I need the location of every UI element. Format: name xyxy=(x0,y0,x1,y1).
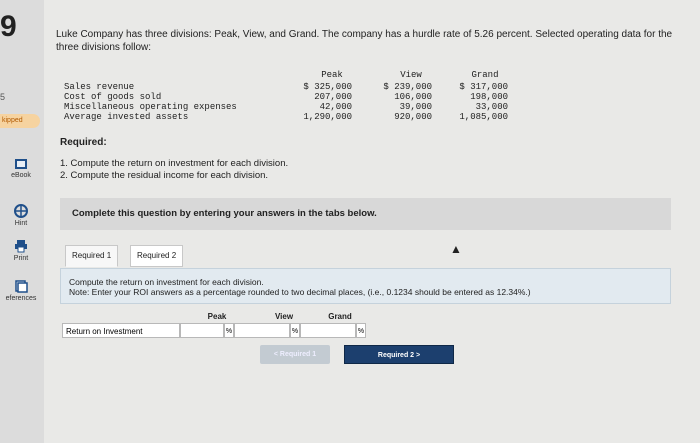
roi-row-label: Return on Investment xyxy=(62,323,180,338)
problem-intro: Luke Company has three divisions: Peak, View, and Grand. The company has a hurdle rate of 5.26 percent. Selected operating data for the three divisions follow: xyxy=(56,29,673,53)
list-item: 2. Compute the residual income for each division. xyxy=(60,170,269,181)
table-cell: 207,000 xyxy=(314,92,352,102)
answer-note: Note: Enter your ROI answers as a percentage rounded to two decimal places, (i.e., 0.1234 should be entered as 12.34%.) xyxy=(69,287,531,297)
hint-tool[interactable] xyxy=(0,204,42,227)
view-roi-input[interactable] xyxy=(234,323,290,338)
table-cell: 33,000 xyxy=(475,102,508,112)
book-icon xyxy=(14,158,28,170)
table-row-label: Cost of goods sold xyxy=(64,92,162,102)
tab-required-2[interactable]: Required 2 xyxy=(130,245,183,267)
references-tool[interactable] xyxy=(0,279,42,302)
grand-roi-input[interactable] xyxy=(300,323,356,338)
table-cell: 39,000 xyxy=(399,102,432,112)
table-header-peak: Peak xyxy=(321,70,343,80)
ebook-tool[interactable] xyxy=(0,158,42,179)
table-cell: 106,000 xyxy=(394,92,432,102)
grid-header-peak: Peak xyxy=(207,312,227,321)
table-row-label: Miscellaneous operating expenses xyxy=(64,102,237,112)
question-main xyxy=(44,0,700,443)
table-cell: 42,000 xyxy=(319,102,352,112)
question-prompt-bar xyxy=(60,268,671,304)
printer-icon xyxy=(14,239,28,253)
list-item: 1. Compute the return on investment for each division. xyxy=(60,158,289,169)
question-prompt: Compute the return on investment for each division. xyxy=(69,277,264,287)
table-cell: 1,290,000 xyxy=(303,112,352,122)
instruction-bar: Complete this question by entering your answers in the tabs below. xyxy=(60,198,671,230)
percent-sign: % xyxy=(224,323,234,338)
table-row-label: Average invested assets xyxy=(64,112,189,122)
table-cell: $ 317,000 xyxy=(459,82,508,92)
hint-label: Hint xyxy=(14,220,28,227)
required-heading: Required: xyxy=(60,137,107,148)
tab-required-1[interactable]: Required 1 xyxy=(65,245,118,267)
print-tool[interactable] xyxy=(0,239,42,262)
points-label: 5 xyxy=(0,92,6,102)
peak-roi-input[interactable] xyxy=(180,323,224,338)
hint-icon xyxy=(14,204,28,218)
next-required-button[interactable]: Required 2 > xyxy=(344,345,454,364)
required-list xyxy=(60,158,288,182)
previous-required-button[interactable]: < Required 1 xyxy=(260,345,330,364)
question-number: 9 xyxy=(0,10,17,43)
table-cell: $ 239,000 xyxy=(383,82,432,92)
references-label: eferences xyxy=(5,295,37,302)
table-header-grand: Grand xyxy=(471,70,499,80)
table-row-label: Sales revenue xyxy=(64,82,135,92)
table-cell: 1,085,000 xyxy=(459,112,508,122)
references-icon xyxy=(14,279,28,293)
grid-header-view: View xyxy=(274,312,294,321)
mouse-cursor-icon: ▲ xyxy=(450,242,462,256)
table-cell: $ 325,000 xyxy=(303,82,352,92)
left-sidebar xyxy=(0,0,44,443)
percent-sign: % xyxy=(356,323,366,338)
percent-sign: % xyxy=(290,323,300,338)
grid-header-grand: Grand xyxy=(328,312,352,321)
table-cell: 920,000 xyxy=(394,112,432,122)
table-header-view: View xyxy=(400,70,422,80)
table-cell: 198,000 xyxy=(470,92,508,102)
print-label: Print xyxy=(13,255,29,262)
skipped-badge: kipped xyxy=(0,114,40,128)
ebook-label: eBook xyxy=(11,172,31,179)
